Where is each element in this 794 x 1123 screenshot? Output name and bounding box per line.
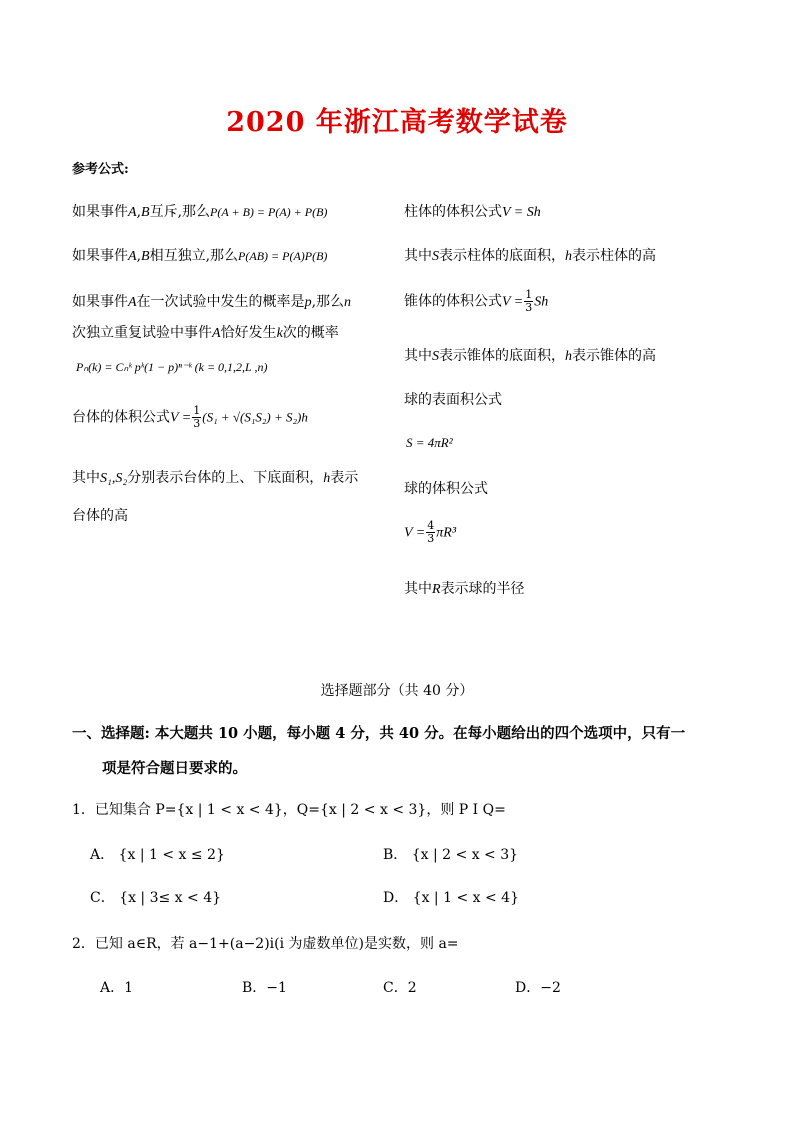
frustum-fraction: $\frac{1}{3}$ <box>193 404 201 430</box>
instructions-line-1: 一、选择题: 本大题共 10 小题，每小题 4 分，共 40 分。在每小题给出的四个选项中，只有一 <box>72 725 686 742</box>
bernoulli-line-2: 次独立重复试验中事件A恰好发生k次的概率 <box>72 325 339 341</box>
cone-fraction: $\frac{1}{3}$ <box>525 288 533 314</box>
frustum-note-line-2: 台体的高 <box>72 508 128 524</box>
page-title: 2020 年浙江高考数学试卷 <box>226 107 568 138</box>
sphere-note: 其中R表示球的半径 <box>404 581 525 597</box>
prism-volume-formula: 柱体的体积公式V = Sh <box>404 204 541 220</box>
question-2-option-a: A．1 <box>100 980 134 996</box>
question-2-stem: 2．已知 a∈R，若 a−1+(a−2)i(i 为虚数单位)是实数，则 a= <box>72 936 459 952</box>
sphere-volume-formula: V = $\frac{4}{3}$ πR³ <box>404 519 457 545</box>
question-2-option-b: B．−1 <box>242 980 287 996</box>
section-title: 选择题部分（共 40 分） <box>320 683 474 699</box>
question-1-stem: 1．已知集合 P={x | 1 < x < 4}，Q={x | 2 < x < 3}，则 P I Q= <box>72 802 506 818</box>
question-1-option-c: C． {x | 3≤ x < 4} <box>90 890 222 906</box>
sphere-fraction: $\frac{4}{3}$ <box>427 519 435 545</box>
question-1-option-a: A． {x | 1 < x ≤ 2} <box>90 847 225 863</box>
bernoulli-line-1: 如果事件A在一次试验中发生的概率是p,那么n <box>72 294 352 310</box>
bernoulli-formula: Pₙ(k) = Cₙᵏ pᵏ(1 − p)ⁿ⁻ᵏ (k = 0,1,2,L ,n) <box>76 360 268 374</box>
sphere-volume-label: 球的体积公式 <box>404 481 488 497</box>
question-1-option-d: D． {x | 1 < x < 4} <box>383 890 519 906</box>
formula-heading: 参考公式: <box>72 162 129 177</box>
formula-mutually-exclusive: 如果事件A,B互斥,那么P(A + B) = P(A) + P(B) <box>72 204 328 220</box>
prism-note: 其中S表示柱体的底面积，h表示柱体的高 <box>404 248 656 264</box>
question-1-option-b: B． {x | 2 < x < 3} <box>383 847 519 863</box>
instructions-line-2: 项是符合题日要求的。 <box>102 760 247 777</box>
frustum-volume-formula: 台体的体积公式V = $\frac{1}{3}$ (S₁ + √(S₁S₂) + S₂)h <box>72 404 308 430</box>
cone-volume-formula: 锥体的体积公式V = $\frac{1}{3}$ Sh <box>404 288 549 314</box>
sphere-area-formula: S = 4πR² <box>406 435 453 450</box>
question-2-option-c: C．2 <box>383 980 417 996</box>
formula-independent: 如果事件A,B相互独立,那么P(AB) = P(A)P(B) <box>72 248 328 264</box>
frustum-note-line-1: 其中S₁,S₂分别表示台体的上、下底面积，h表示 <box>72 470 359 486</box>
question-2-option-d: D．−2 <box>515 980 561 996</box>
sphere-area-label: 球的表面积公式 <box>404 392 502 408</box>
cone-note: 其中S表示锥体的底面积，h表示锥体的高 <box>404 348 656 364</box>
